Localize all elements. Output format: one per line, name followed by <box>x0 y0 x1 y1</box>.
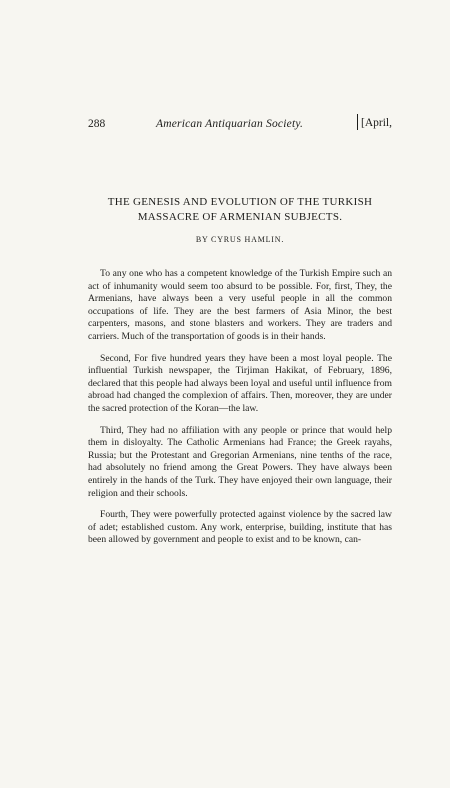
paragraph-first: To any one who has a competent knowledge of the Turkish Empire such an act of inhumanity would seem too absurd to be possible. For, first, They, the Armenians, have always been a very useful people in all the common occupations of life. They are the best farmers of Asia Minor, the best carpenters, masons, and stone blasters and workers. They are traders and carriers. Much of the transportation of goods is in their hands. <box>88 268 392 342</box>
article-title-line-1: THE GENESIS AND EVOLUTION OF THE TURKISH <box>107 196 373 208</box>
article-body <box>88 268 392 547</box>
page-number: 288 <box>88 118 106 130</box>
paragraph-fourth: Fourth, They were powerfully protected against violence by the sacred law of adet; established custom. Any work, enterprise, building, institute that has been allowed by government and people to exist and to be known, can- <box>88 509 392 546</box>
running-head <box>88 114 392 134</box>
journal-title: American Antiquarian Society. <box>156 118 304 130</box>
article-byline: BY CYRUS HAMLIN. <box>195 235 285 244</box>
article-title-line-2: MASSACRE OF ARMENIAN SUBJECTS. <box>137 211 343 223</box>
issue-month: [April, <box>357 114 392 130</box>
paragraph-third: Third, They had no affiliation with any people or prince that would help them in disloyalty. The Catholic Armenians had France; the Greek rayahs, Russia; but the Protestant and Gregorian Armenians, nine tenths of the race, had absolutely no friend among the Great Powers. They have always been entirely in the hands of the Turk. They have enjoyed their own language, their religion and their schools. <box>88 424 392 499</box>
article-title <box>88 195 392 225</box>
paragraph-second: Second, For five hundred years they have been a most loyal people. The influential Turkish newspaper, the Tirjiman Hakikat, of February, 1896, declared that this people had always been loyal and useful until influence from abroad had changed the complexion of affairs. Then, moreover, they are under the sacred protection of the Koran—the law. <box>88 352 392 414</box>
